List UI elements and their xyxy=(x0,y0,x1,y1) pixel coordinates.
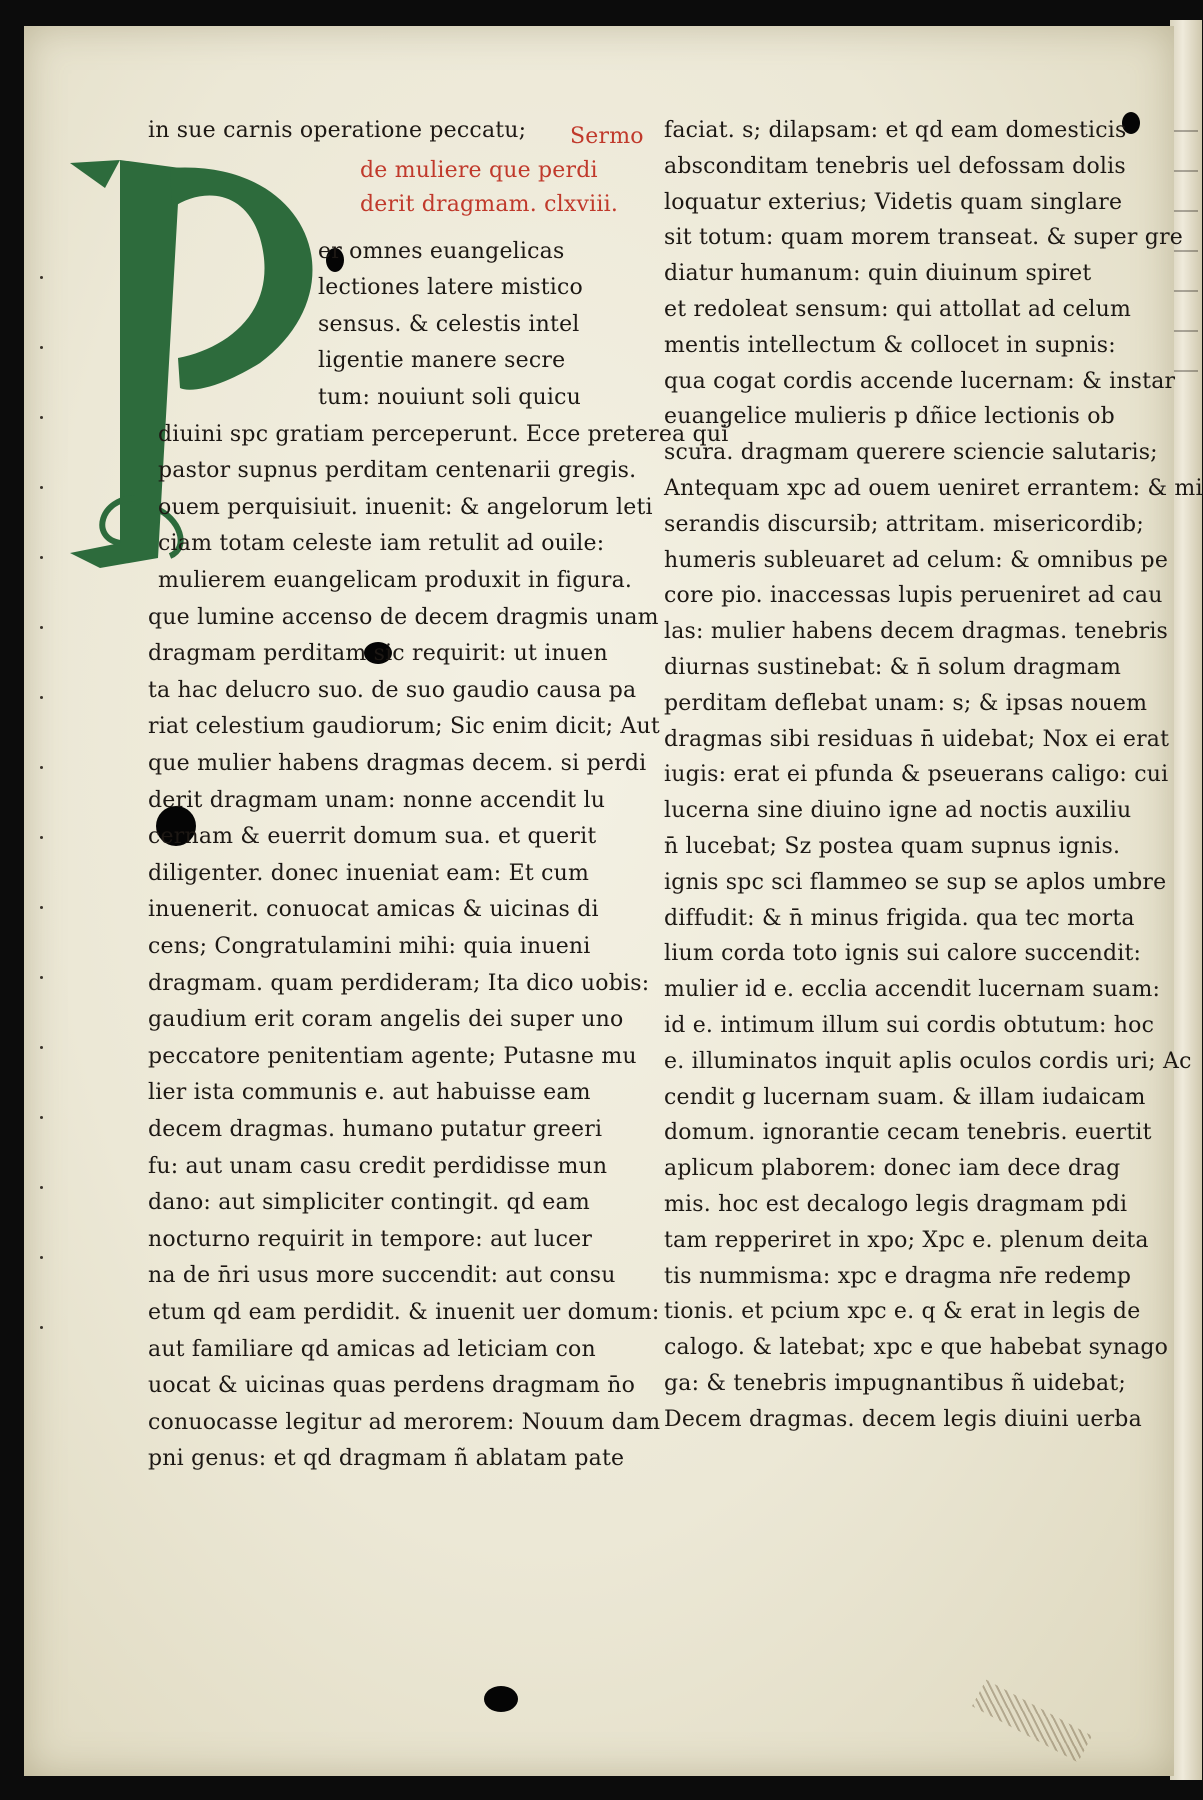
manuscript-line: dano: aut simpliciter contingit. qd eam xyxy=(148,1190,590,1216)
manuscript-line: id e. intimum illum sui cordis obtutum: hoc xyxy=(664,1013,1155,1038)
manuscript-line: aplicum plaborem: donec iam dece drag xyxy=(664,1156,1121,1182)
manuscript-line: diffudit: & n̄ minus frigida. qua tec morta xyxy=(664,905,1135,931)
manuscript-line: lectiones latere mistico xyxy=(318,275,583,301)
manuscript-line: lier ista communis e. aut habuisse eam xyxy=(148,1080,591,1106)
manuscript-line: peccatore penitentiam agente; Putasne mu xyxy=(148,1043,637,1069)
manuscript-line: ga: & tenebris impugnantibus ñ uidebat; xyxy=(664,1371,1126,1396)
manuscript-line: tam repperiret in xpo; Xpc e. plenum deita xyxy=(664,1227,1149,1253)
manuscript-line: dragmam perditam sic requirit: ut inuen xyxy=(148,641,608,667)
manuscript-line: pni genus: et qd dragmam ñ ablatam pate xyxy=(148,1446,625,1472)
manuscript-line: qua cogat cordis accende lucernam: & instar xyxy=(664,368,1176,394)
manuscript-line: n̄ lucebat; Sz postea quam supnus ignis. xyxy=(664,834,1121,859)
manuscript-line: sensus. & celestis intel xyxy=(318,311,580,337)
manuscript-line: fu: aut unam casu credit perdidisse mun xyxy=(148,1153,608,1179)
manuscript-line: euangelice mulieris p dñice lectionis ob xyxy=(664,404,1115,430)
manuscript-line: Decem dragmas. decem legis diuini uerba xyxy=(664,1406,1142,1432)
manuscript-line: core pio. inaccessas lupis perueniret ad cau xyxy=(664,583,1163,609)
manuscript-line: decem dragmas. humano putatur greeri xyxy=(148,1117,603,1142)
left-column xyxy=(148,116,729,1486)
manuscript-line: uocat & uicinas quas perdens dragmam n̄o xyxy=(148,1373,636,1399)
manuscript-line: nocturno requirit in tempore: aut lucer xyxy=(148,1226,593,1252)
manuscript-line: humeris subleuaret ad celum: & omnibus pe xyxy=(664,547,1169,573)
manuscript-line: mis. hoc est decalogo legis dragmam pdi xyxy=(664,1192,1128,1217)
manuscript-line: loquatur exterius; Videtis quam singlare xyxy=(664,189,1123,215)
manuscript-line: conuocasse legitur ad merorem: Nouum dam xyxy=(148,1409,661,1435)
manuscript-line: diligenter. donec inueniat eam: Et cum xyxy=(148,860,590,886)
manuscript-line: Antequam xpc ad ouem ueniret errantem: & mi xyxy=(664,476,1203,501)
manuscript-line: que mulier habens dragmas decem. si perdi xyxy=(148,751,647,776)
manuscript-line: etum qd eam perdidit. & inuenit uer domum: xyxy=(148,1300,660,1325)
manuscript-line: perditam deflebat unam: s; & ipsas nouem xyxy=(664,690,1148,716)
manuscript-line: faciat. s; dilapsam: et qd eam domesticis xyxy=(664,118,1127,143)
manuscript-line: et redoleat sensum: qui attollat ad celum xyxy=(664,297,1132,322)
manuscript-line: ta hac delucro suo. de suo gaudio causa pa xyxy=(148,677,637,703)
manuscript-line: dragmam. quam perdideram; Ita dico uobis: xyxy=(148,970,650,996)
manuscript-line: lucerna sine diuino igne ad noctis auxiliu xyxy=(664,798,1132,824)
manuscript-line: iugis: erat ei pfunda & pseuerans caligo: cui xyxy=(664,762,1169,788)
manuscript-line: mulierem euangelicam produxit in figura. xyxy=(158,568,633,593)
manuscript-line: las: mulier habens decem dragmas. tenebris xyxy=(664,619,1169,645)
manuscript-line: in sue carnis operatione peccatu; xyxy=(148,118,527,143)
stain xyxy=(972,1680,1092,1763)
manuscript-line: ouem perquisiuit. inuenit: & angelorum leti xyxy=(158,494,653,520)
rubric-line: Sermo xyxy=(570,124,644,149)
rubric-line: derit dragmam. clxviii. xyxy=(360,192,619,217)
manuscript-line: pastor supnus perditam centenarii gregis. xyxy=(158,458,637,484)
manuscript-line: ciam totam celeste iam retulit ad ouile: xyxy=(158,531,605,557)
manuscript-line: tis nummisma: xpc e dragma nr̄e redemp xyxy=(664,1263,1132,1289)
manuscript-line: er omnes euangelicas xyxy=(318,238,565,264)
manuscript-line: calogo. & latebat; xpc e que habebat synago xyxy=(664,1335,1169,1361)
manuscript-line: que lumine accenso de decem dragmis unam xyxy=(148,604,659,630)
manuscript-line: serandis discursib; attritam. misericordib; xyxy=(664,511,1144,537)
manuscript-line: tum: nouiunt soli quicu xyxy=(318,385,582,410)
manuscript-line: cens; Congratulamini mihi: quia inueni xyxy=(148,934,591,959)
manuscript-line: absconditam tenebris uel defossam dolis xyxy=(664,153,1126,179)
manuscript-line: na de n̄ri usus more succendit: aut consu xyxy=(148,1263,616,1289)
manuscript-line: diurnas sustinebat: & n̄ solum dragmam xyxy=(664,655,1122,680)
parchment-hole xyxy=(484,1686,518,1712)
manuscript-line: dragmas sibi residuas n̄ uidebat; Nox ei erat xyxy=(664,726,1170,752)
manuscript-line: inuenerit. conuocat amicas & uicinas di xyxy=(148,897,599,923)
manuscript-line: scura. dragmam querere sciencie salutaris; xyxy=(664,440,1158,466)
manuscript-line: mulier id e. ecclia accendit lucernam suam: xyxy=(664,977,1161,1003)
manuscript-line: riat celestium gaudiorum; Sic enim dicit; Aut xyxy=(148,714,660,740)
manuscript-line: ignis spc sci flammeo se sup se aplos umbre xyxy=(664,869,1167,895)
manuscript-line: diuini spc gratiam perceperunt. Ecce preterea qui xyxy=(158,421,729,447)
manuscript-line: cendit g lucernam suam. & illam iudaicam xyxy=(664,1084,1146,1110)
manuscript-line: mentis intellectum & collocet in supnis: xyxy=(664,332,1116,358)
manuscript-line: gaudium erit coram angelis dei super uno xyxy=(148,1007,624,1033)
manuscript-line: aut familiare qd amicas ad leticiam con xyxy=(148,1336,596,1362)
manuscript-line: cernam & euerrit domum sua. et querit xyxy=(148,824,597,850)
manuscript-line: lium corda toto ignis sui calore succendit: xyxy=(664,941,1142,967)
manuscript-line: tionis. et pcium xpc e. q & erat in legis de xyxy=(664,1299,1141,1325)
manuscript-line: derit dragmam unam: nonne accendit lu xyxy=(148,787,606,813)
right-column xyxy=(664,116,1203,1486)
manuscript-line: sit totum: quam morem transeat. & super gre xyxy=(664,225,1184,251)
manuscript-line: e. illuminatos inquit aplis oculos cordis uri; Ac xyxy=(664,1048,1192,1074)
manuscript-line: domum. ignorantie cecam tenebris. euertit xyxy=(664,1120,1152,1146)
manuscript-line: diatur humanum: quin diuinum spiret xyxy=(664,261,1092,287)
manuscript-line: ligentie manere secre xyxy=(318,348,566,374)
rubric-line: de muliere que perdi xyxy=(360,158,598,183)
next-folio-edge xyxy=(1170,20,1202,1780)
